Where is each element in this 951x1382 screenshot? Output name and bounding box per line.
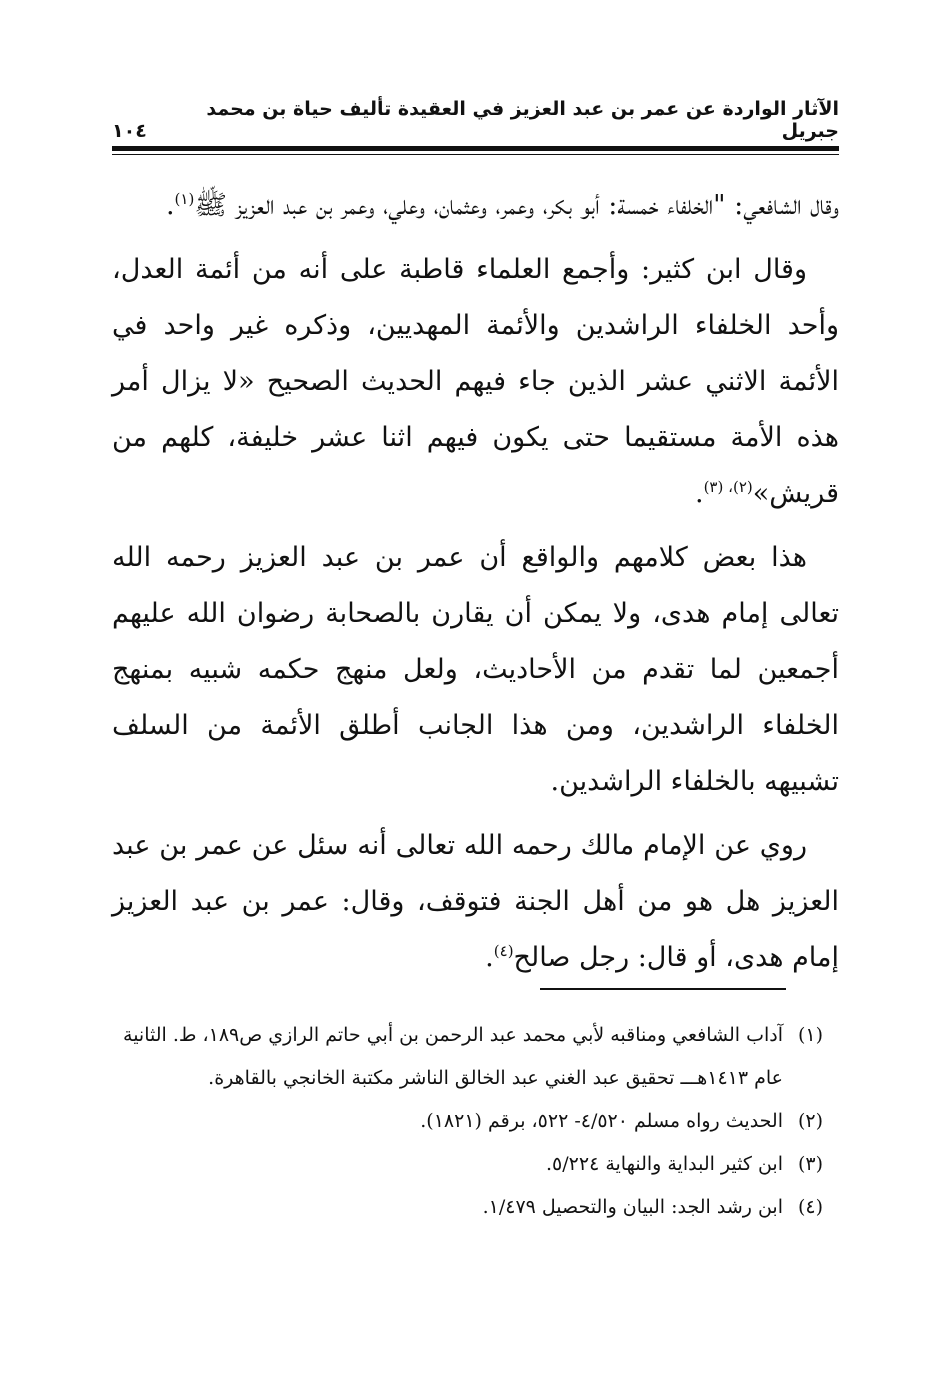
- footnote-number: (٢): [797, 1110, 823, 1132]
- footnote-item: [112, 1143, 823, 1186]
- header-rule-thick: [112, 146, 839, 151]
- running-header: [112, 98, 839, 142]
- footnote-ref-4[interactable]: (٤): [493, 942, 514, 960]
- footnote-item: [112, 1014, 823, 1100]
- footnotes: [112, 1014, 823, 1229]
- footnote-text: ابن كثير البداية والنهاية ٥/٢٢٤.: [546, 1153, 783, 1175]
- footnote-separator: [540, 988, 786, 990]
- footnote-number: (٤): [797, 1196, 823, 1218]
- footnote-ref-1[interactable]: (١): [174, 190, 195, 208]
- header-rule-thin: [112, 154, 839, 155]
- paragraph-shafii: وقال الشافعي: "الخلفاء خمسة: أبو بكر، وعمر، وعثمان، وعلي، وعمر بن عبد العزيز ﷺ$^{(١)}$.: [165, 190, 839, 221]
- paragraph-ibn-kathir: وقال ابن كثير: وأجمع العلماء قاطبة على أنه من أئمة العدل، وأحد الخلفاء الراشدين والأئمة المهديين، وذكره غير واحد في الأئمة الاثني عشر الذين جاء فيهم الحديث الصحيح «لا يزال أمر هذه الأمة مستقيما حتى يكون فيهم اثنا عشر خليفة، كلهم من قريش»$^{(٢)، (٣)}$.: [112, 254, 839, 509]
- paragraph-malik: روي عن الإمام مالك رحمه الله تعالى أنه سئل عن عمر بن عبد العزيز هل هو من أهل الجنة فتوقف، وقال: عمر بن عبد العزيز إمام هدى، أو قال: رجل صالح$^{(٤)}$.: [112, 830, 839, 973]
- footnote-number: (٣): [797, 1153, 823, 1175]
- footnote-ref-2-3[interactable]: (٢)، (٣): [703, 478, 753, 496]
- main-text: [112, 178, 839, 994]
- footnote-number: (١): [797, 1024, 823, 1046]
- header-title: الآثار الواردة عن عمر بن عبد العزيز في العقيدة تأليف حياة بن محمد جبريل: [206, 98, 839, 142]
- paragraph-commentary: هذا بعض كلامهم والواقع أن عمر بن عبد العزيز رحمه الله تعالى إمام هدى، ولا يمكن أن يقارن بالصحابة رضوان الله عليهم أجمعين لما تقدم من الأحاديث، ولعل منهج حكمه شبيه بمنهج الخلفاء الراشدين، ومن هذا الجانب أطلق الأئمة من السلف تشبيهه بالخلفاء الراشدين.: [112, 542, 839, 797]
- footnote-item: [112, 1186, 823, 1229]
- page-number: ١٠٤: [112, 120, 147, 142]
- footnote-item: [112, 1100, 823, 1143]
- footnote-text: آداب الشافعي ومناقبه لأبي محمد عبد الرحمن بن أبي حاتم الرازي ص١٨٩، ط. الثانية عام ١٤١٣هـــ تحقيق عبد الغني عبد الخالق الناشر مكتبة الخانجي بالقاهرة.: [123, 1024, 783, 1089]
- footnote-text: الحديث رواه مسلم ٤/٥٢٠- ٥٢٢، برقم (١٨٢١).: [420, 1110, 783, 1132]
- footnote-text: ابن رشد الجد: البيان والتحصيل ١/٤٧٩.: [482, 1196, 783, 1218]
